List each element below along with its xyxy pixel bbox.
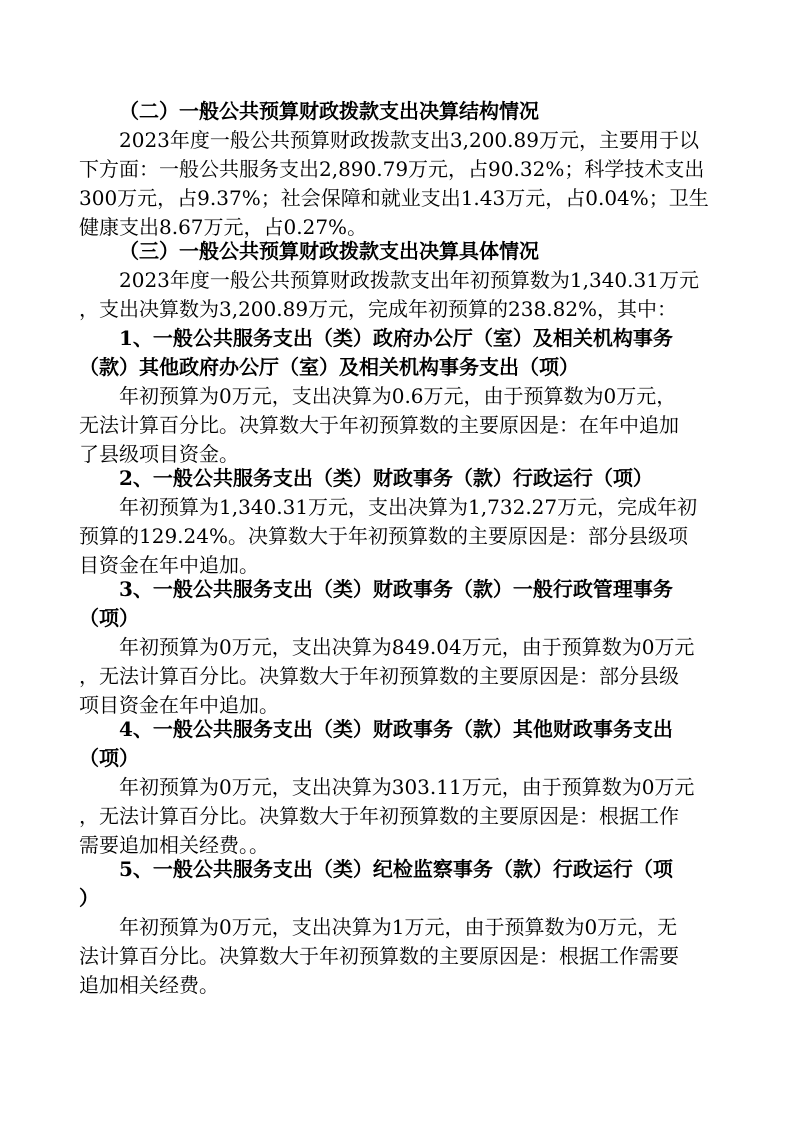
paragraph-line: ，无法计算百分比。决算数大于年初预算数的主要原因是：根据工作 (79, 804, 679, 828)
paragraph-line: 2023年度一般公共预算财政拨款支出3,200.89万元，主要用于以 (119, 128, 699, 152)
paragraph-line: 了县级项目资金。 (79, 442, 239, 466)
paragraph-line: ，支出决算数为3,200.89万元，完成年初预算的238.82%，其中： (79, 297, 678, 321)
item-heading-1-cont: （款）其他政府办公厅（室）及相关机构事务支出（项） (79, 355, 579, 379)
item-heading-5: 5、一般公共服务支出（类）纪检监察事务（款）行政运行（项 (119, 857, 673, 881)
paragraph-line: 年初预算为0万元，支出决算为1万元，由于预算数为0万元，无 (119, 915, 678, 939)
item-heading-1: 1、一般公共服务支出（类）政府办公厅（室）及相关机构事务 (119, 326, 673, 350)
paragraph-line: 目资金在年中追加。 (79, 553, 259, 577)
item-heading-3-cont: （项） (79, 606, 139, 630)
item-heading-4-cont: （项） (79, 746, 139, 770)
item-heading-2: 2、一般公共服务支出（类）财政事务（款）行政运行（项） (119, 466, 653, 490)
paragraph-line: 健康支出8.67万元，占0.27%。 (79, 215, 368, 239)
paragraph-line: 年初预算为1,340.31万元，支出决算为1,732.27万元，完成年初 (119, 495, 698, 519)
paragraph-line: 2023年度一般公共预算财政拨款支出年初预算数为1,340.31万元 (119, 268, 699, 292)
paragraph-line: 预算的129.24%。决算数大于年初预算数的主要原因是：部分县级项 (79, 524, 688, 548)
paragraph-line: 年初预算为0万元，支出决算为303.11万元，由于预算数为0万元 (119, 775, 695, 799)
paragraph-line: 法计算百分比。决算数大于年初预算数的主要原因是：根据工作需要 (79, 944, 679, 968)
section-heading-3: （三）一般公共预算财政拨款支出决算具体情况 (119, 239, 539, 263)
item-heading-3: 3、一般公共服务支出（类）财政事务（款）一般行政管理事务 (119, 577, 673, 601)
paragraph-line: 无法计算百分比。决算数大于年初预算数的主要原因是：在年中追加 (79, 413, 679, 437)
item-heading-4: 4、一般公共服务支出（类）财政事务（款）其他财政事务支出 (119, 717, 673, 741)
paragraph-line: 需要追加相关经费。。 (79, 833, 269, 857)
paragraph-line: 年初预算为0万元，支出决算为0.6万元，由于预算数为0万元， (119, 384, 677, 408)
paragraph-line: 300万元，占9.37%；社会保障和就业支出1.43万元，占0.04%；卫生 (79, 186, 709, 210)
paragraph-line: 追加相关经费。 (79, 973, 219, 997)
paragraph-line: 项目资金在年中追加。 (79, 693, 279, 717)
paragraph-line: 下方面：一般公共服务支出2,890.79万元，占90.32%；科学技术支出 (79, 157, 705, 181)
section-heading-2: （二）一般公共预算财政拨款支出决算结构情况 (119, 99, 539, 123)
paragraph-line: ，无法计算百分比。决算数大于年初预算数的主要原因是：部分县级 (79, 664, 679, 688)
paragraph-line: 年初预算为0万元，支出决算为849.04万元，由于预算数为0万元 (119, 635, 695, 659)
item-heading-5-cont: ） (79, 886, 99, 910)
